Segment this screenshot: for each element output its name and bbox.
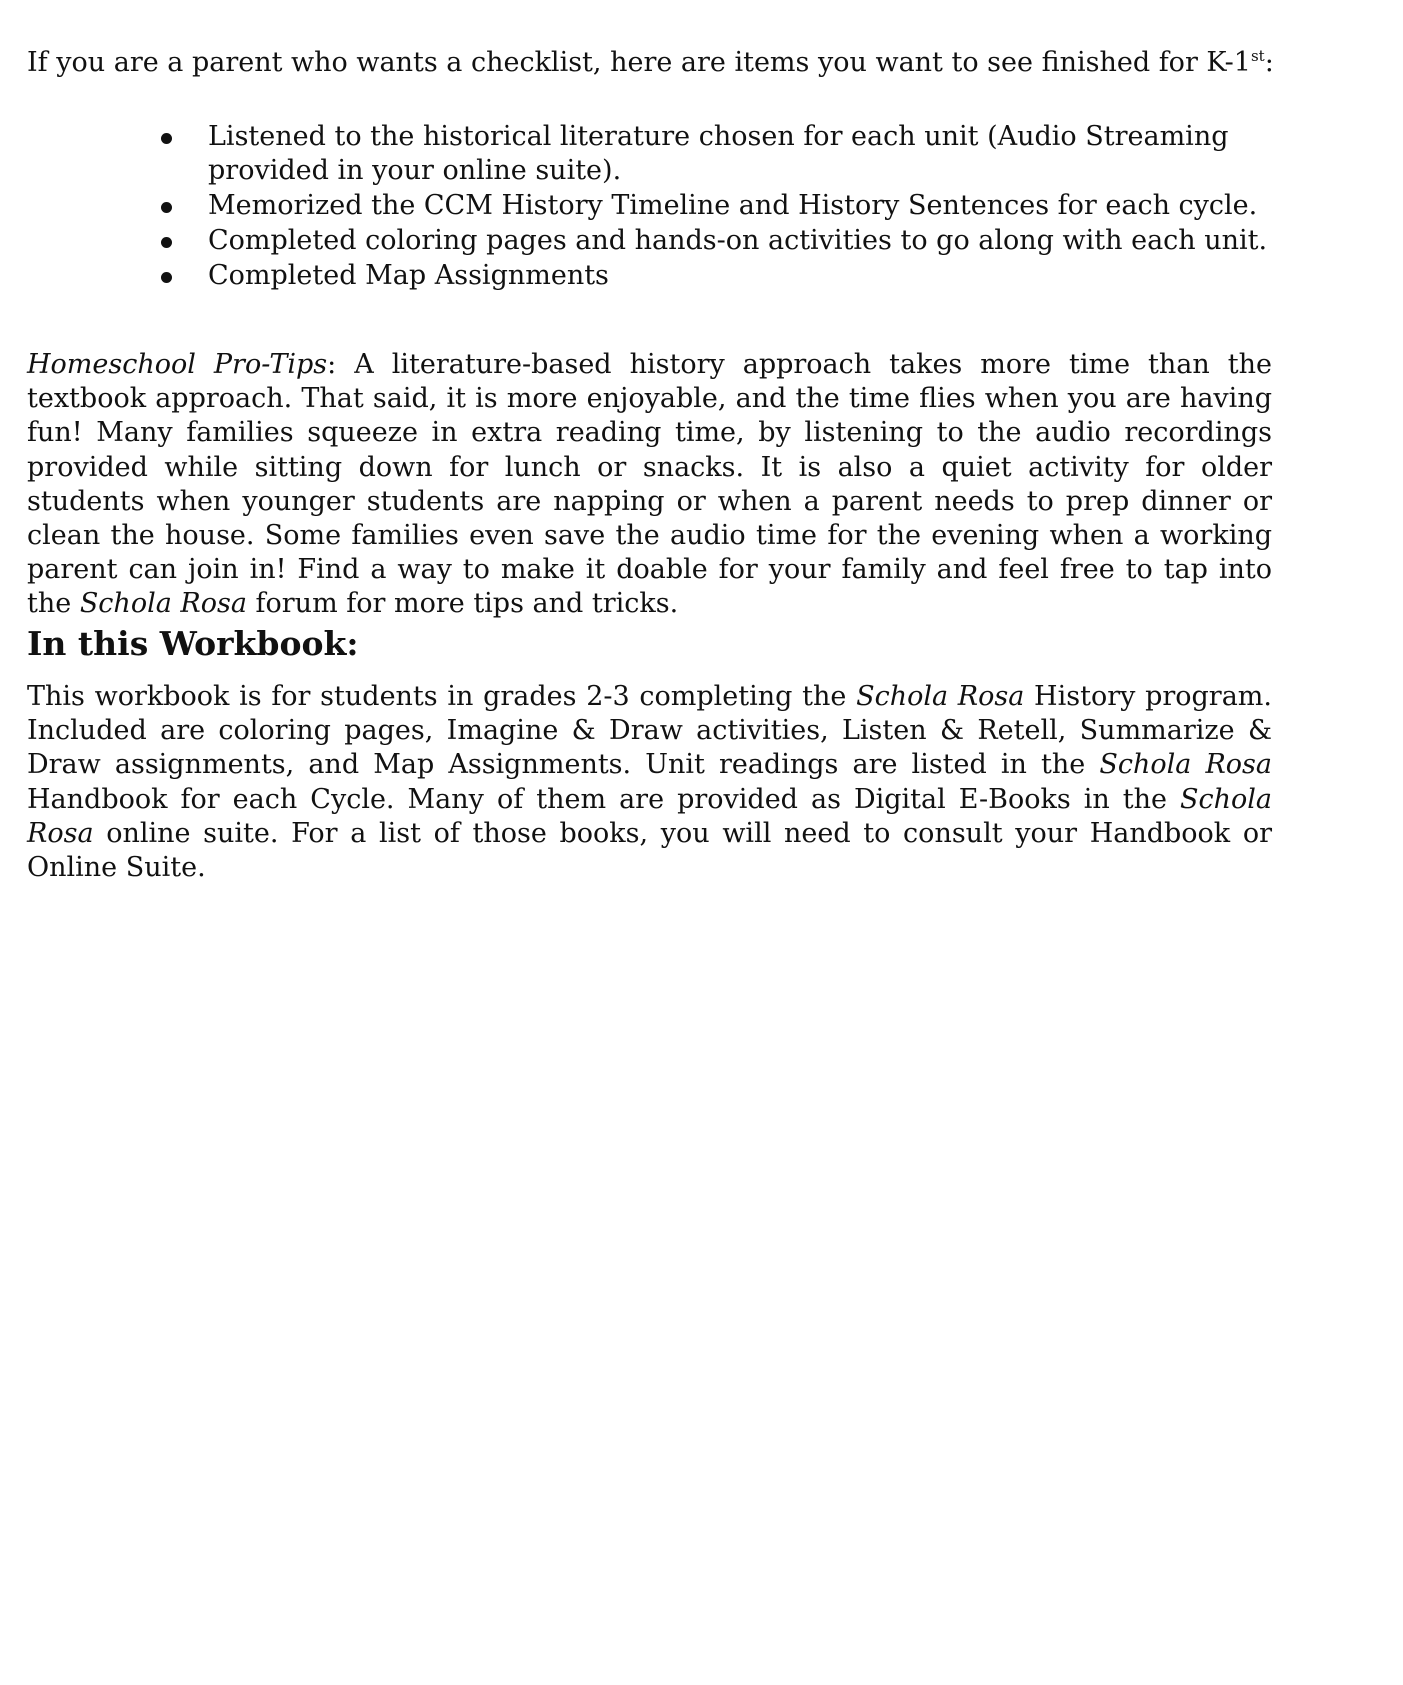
pro-tips-paragraph — [27, 348, 1272, 622]
bullet-icon — [161, 237, 172, 248]
checklist-item-text: Completed coloring pages and hands-on activities to go along with each unit. — [208, 225, 1268, 256]
pro-tips-label: Homeschool Pro-Tips — [27, 349, 328, 380]
checklist-item — [27, 259, 1272, 293]
bullet-icon — [161, 272, 172, 283]
checklist-item — [27, 189, 1272, 223]
section-heading: In this Workbook: — [27, 624, 359, 663]
workbook-text: online suite. For a list of those books, you will need to consult your Handbook or Online Suite. — [27, 817, 1272, 884]
workbook-text: Handbook for each Cycle. Many of them are provided as Digital E-Books in the — [27, 783, 1180, 815]
checklist-item — [27, 120, 1272, 188]
intro-text: If you are a parent who wants a checklist, here are items you want to see finished for K-1 — [27, 47, 1251, 78]
brand-name: Schola Rosa — [856, 681, 1025, 712]
intro-colon: : — [1264, 47, 1274, 78]
checklist-item-text: Completed Map Assignments — [208, 260, 609, 291]
checklist-item-text: Listened to the historical literature chosen for each unit (Audio Streaming provided in your online suite). — [208, 121, 1229, 186]
brand-name: Schola Rosa — [79, 588, 247, 620]
workbook-paragraph — [27, 680, 1272, 885]
blank-page-area — [27, 860, 1272, 1660]
bullet-icon — [161, 133, 172, 144]
pro-tips-text-end: forum for more tips and tricks. — [246, 588, 679, 620]
checklist-intro — [27, 46, 1272, 80]
bullet-icon — [161, 202, 172, 213]
brand-name: Schola Rosa — [27, 783, 1272, 849]
checklist-item-text: Memorized the CCM History Timeline and History Sentences for each cycle. — [208, 190, 1258, 221]
checklist — [27, 120, 1272, 294]
workbook-text: This workbook is for students in grades 2-3 completing the — [27, 681, 857, 712]
intro-superscript: st — [1250, 47, 1265, 65]
brand-name: Schola Rosa — [1099, 749, 1272, 781]
workbook-text: History program. Included are coloring pages, Imagine & Draw activities, Listen & Retell, Summarize & Draw assignments, and Map Assignments. Unit readings are listed in the — [27, 681, 1272, 781]
checklist-item — [27, 224, 1272, 258]
pro-tips-text: : A literature-based history approach takes more time than the textbook approach. That said, it is more enjoyable, and the time flies when you are having fun! Many families squeeze in extra reading time, by listening to the audio recordings provided while sitting down for lunch or snacks. It is also a quiet activity for older students when younger students are napping or when a parent needs to prep dinner or clean the house. Some families even save the audio time for the evening when a working parent can join in! Find a way to make it doable for your family and feel free to tap into the — [27, 349, 1272, 620]
